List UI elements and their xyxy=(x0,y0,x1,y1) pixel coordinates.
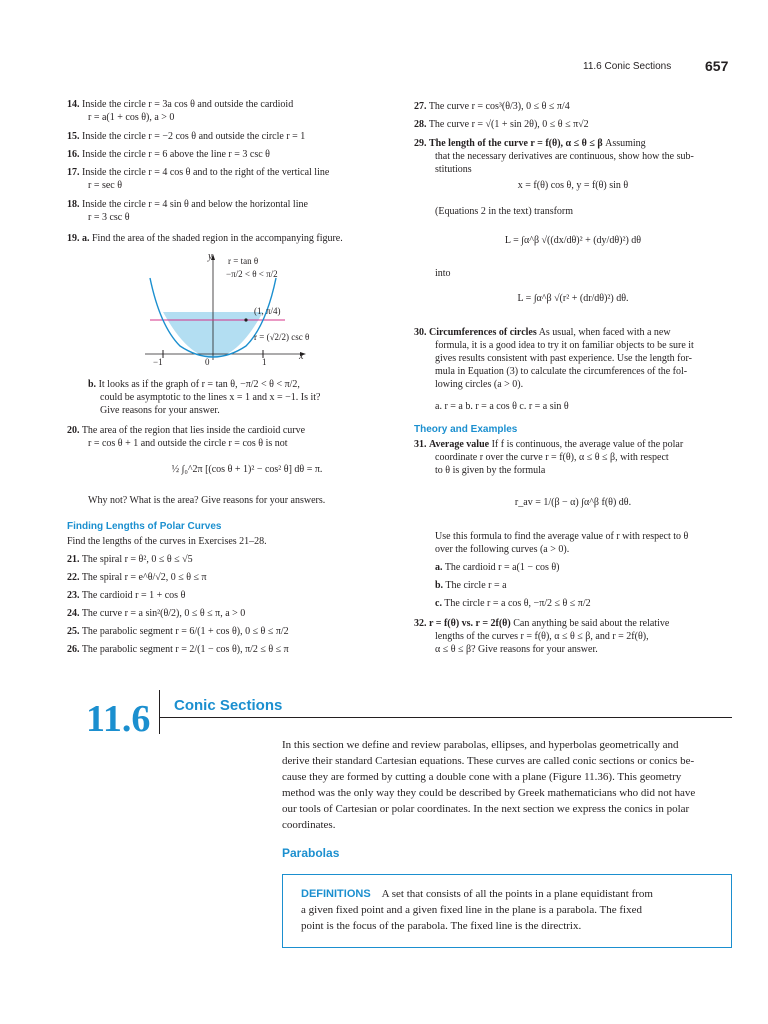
exercise-26: 26. The parabolic segment r = 2/(1 − cos θ), π/2 ≤ θ ≤ π xyxy=(67,644,289,655)
exercise-18-cont: r = 3 csc θ xyxy=(88,212,130,223)
exercise-19b-line2: could be asymptotic to the lines x = 1 and x = −1. Is it? xyxy=(100,392,321,403)
exercise-30: 30. Circumferences of circles As usual, when faced with a new xyxy=(414,327,671,338)
exercise-29-line3: stitutions xyxy=(435,164,472,175)
definition-text xyxy=(301,887,721,935)
figure-tick-label-1: 1 xyxy=(262,357,267,367)
exercise-32-line3: α ≤ θ ≤ β? Give reasons for your answer. xyxy=(435,644,598,655)
running-header: 11.6 Conic Sections xyxy=(583,61,672,72)
exercise-22: 22. The spiral r = e^θ/√2, 0 ≤ θ ≤ π xyxy=(67,572,207,583)
figure-label-range: −π/2 < θ < π/2 xyxy=(226,269,278,279)
exercise-30-line4: mula in Equation (3) to calculate the circumferences of the fol- xyxy=(435,366,688,377)
section-intro xyxy=(282,738,732,834)
exercise-29: 29. The length of the curve r = f(θ), α ≤ θ ≤ β Assuming xyxy=(414,138,646,149)
intro-line-4: method was the only way they could be described by Greek mathematicians who did not have xyxy=(282,786,696,799)
exercise-29-into: into xyxy=(435,268,451,279)
definition-line-3: point is the focus of the parabola. The fixed line is the directrix. xyxy=(301,919,582,932)
exercise-31-a: a. The cardioid r = a(1 − cos θ) xyxy=(435,562,560,573)
exercise-20-line2: r = cos θ + 1 and outside the circle r = cos θ is not xyxy=(88,438,288,449)
exercise-31-line5: over the following curves (a > 0). xyxy=(435,544,570,555)
figure-label-point: (1, π/4) xyxy=(254,306,281,316)
exercise-24: 24. The curve r = a sin²(θ/2), 0 ≤ θ ≤ π, a > 0 xyxy=(67,608,246,619)
exercise-20: 20. The area of the region that lies inside the cardioid curve xyxy=(67,425,306,436)
exercise-18: 18. Inside the circle r = 4 sin θ and below the horizontal line xyxy=(67,199,308,210)
figure-y-label: y xyxy=(208,251,213,262)
exercise-30-line5: lowing circles (a > 0). xyxy=(435,379,524,390)
intro-line-2: derive their standard Cartesian equations. These curves are called conic sections or conics be- xyxy=(282,754,695,767)
intro-line-1: In this section we define and review parabolas, ellipses, and hyperbolas geometrically and xyxy=(282,739,679,751)
exercise-29-equation-2: L = ∫α^β √(r² + (dr/dθ)²) dθ. xyxy=(517,293,629,304)
exercise-28: 28. The curve r = √(1 + sin 2θ), 0 ≤ θ ≤ π√2 xyxy=(414,119,589,130)
exercise-31-line4: Use this formula to find the average value of r with respect to θ xyxy=(435,531,689,542)
figure-label-tan: r = tan θ xyxy=(228,256,259,266)
intro-line-3: cause they are formed by cutting a double cone with a plane (Figure 11.36). This geometry xyxy=(282,770,682,783)
exercise-14: 14. Inside the circle r = 3a cos θ and outside the cardioid xyxy=(67,99,294,110)
exercise-23: 23. The cardioid r = 1 + cos θ xyxy=(67,590,186,601)
page-number: 657 xyxy=(705,58,729,74)
exercise-27: 27. The curve r = cos³(θ/3), 0 ≤ θ ≤ π/4 xyxy=(414,101,570,112)
point-marker xyxy=(244,318,247,321)
exercise-20-equation: ½ ∫₀^2π [(cos θ + 1)² − cos² θ] dθ = π. xyxy=(171,464,323,475)
figure-tick-label-neg1: −1 xyxy=(153,357,163,367)
definition-label: DEFINITIONS xyxy=(301,888,371,900)
exercise-31-line2: coordinate r over the curve r = f(θ), α ≤ θ ≤ β, with respect xyxy=(435,452,669,463)
exercise-20-line3: Why not? What is the area? Give reasons for your answers. xyxy=(88,495,326,506)
exercise-31-equation: r_av = 1/(β − α) ∫α^β f(θ) dθ. xyxy=(514,497,632,508)
exercise-32-line2: lengths of the curves r = f(θ), α ≤ θ ≤ β, and r = 2f(θ), xyxy=(435,631,649,642)
exercise-16: 16. Inside the circle r = 6 above the line r = 3 csc θ xyxy=(67,149,270,160)
definition-box xyxy=(282,874,732,948)
exercise-21: 21. The spiral r = θ², 0 ≤ θ ≤ √5 xyxy=(67,554,193,565)
intro-line-5: our tools of Cartesian or polar coordinates. In the next section we express the conics in polar xyxy=(282,802,690,815)
exercise-32: 32. r = f(θ) vs. r = 2f(θ) Can anything be said about the relative xyxy=(414,618,670,629)
heading-theory: Theory and Examples xyxy=(414,424,518,435)
section-divider-vertical xyxy=(159,690,160,734)
figure-tick-label-0: 0 xyxy=(205,357,210,367)
exercise-14-cont: r = a(1 + cos θ), a > 0 xyxy=(88,112,175,123)
exercise-19a: 19. a. Find the area of the shaded region in the accompanying figure. xyxy=(67,233,343,244)
section-number: 11.6 xyxy=(86,698,151,740)
figure-label-csc: r = (√2/2) csc θ xyxy=(254,332,310,342)
exercise-19b-line3: Give reasons for your answer. xyxy=(100,405,220,416)
exercise-30-options: a. r = a b. r = a cos θ c. r = a sin θ xyxy=(435,401,569,412)
exercise-17-cont: r = sec θ xyxy=(88,180,123,191)
exercise-25: 25. The parabolic segment r = 6/(1 + cos θ), 0 ≤ θ ≤ π/2 xyxy=(67,626,289,637)
exercise-intro: Find the lengths of the curves in Exercises 21–28. xyxy=(67,536,267,547)
exercise-31-line3: to θ is given by the formula xyxy=(435,465,546,476)
section-divider-horizontal xyxy=(159,717,732,718)
heading-polar-lengths: Finding Lengths of Polar Curves xyxy=(67,521,222,532)
figure-x-label: x xyxy=(299,351,304,362)
exercise-29-equation-1: L = ∫α^β √((dx/dθ)² + (dy/dθ)²) dθ xyxy=(504,235,642,246)
exercise-29-substitution: x = f(θ) cos θ, y = f(θ) sin θ xyxy=(517,180,629,191)
exercise-30-line2: formula, it is a good idea to try it on familiar objects to be sure it xyxy=(435,340,694,351)
polar-figure xyxy=(140,248,310,373)
exercise-29-line2: that the necessary derivatives are continuous, show how the sub- xyxy=(435,151,694,162)
exercise-29-line4: (Equations 2 in the text) transform xyxy=(435,206,574,217)
heading-parabolas: Parabolas xyxy=(282,846,340,860)
exercise-31-b: b. The circle r = a xyxy=(435,580,507,591)
definition-line-1: DEFINITIONS A set that consists of all the points in a plane equidistant from xyxy=(301,888,653,900)
exercise-19b: b. It looks as if the graph of r = tan θ, −π/2 < θ < π/2, xyxy=(88,379,300,390)
exercise-17: 17. Inside the circle r = 4 cos θ and to the right of the vertical line xyxy=(67,167,330,178)
exercise-31: 31. Average value If f is continuous, the average value of the polar xyxy=(414,439,684,450)
exercise-15: 15. Inside the circle r = −2 cos θ and outside the circle r = 1 xyxy=(67,131,306,142)
exercise-31-c: c. The circle r = a cos θ, −π/2 ≤ θ ≤ π/2 xyxy=(435,598,591,609)
exercise-30-line3: gives results consistent with past experience. Use the length for- xyxy=(435,353,692,364)
definition-line-2: a given fixed point and a given fixed line in the plane is a parabola. The fixed xyxy=(301,903,642,916)
section-title: Conic Sections xyxy=(174,697,283,714)
intro-line-6: coordinates. xyxy=(282,818,336,831)
